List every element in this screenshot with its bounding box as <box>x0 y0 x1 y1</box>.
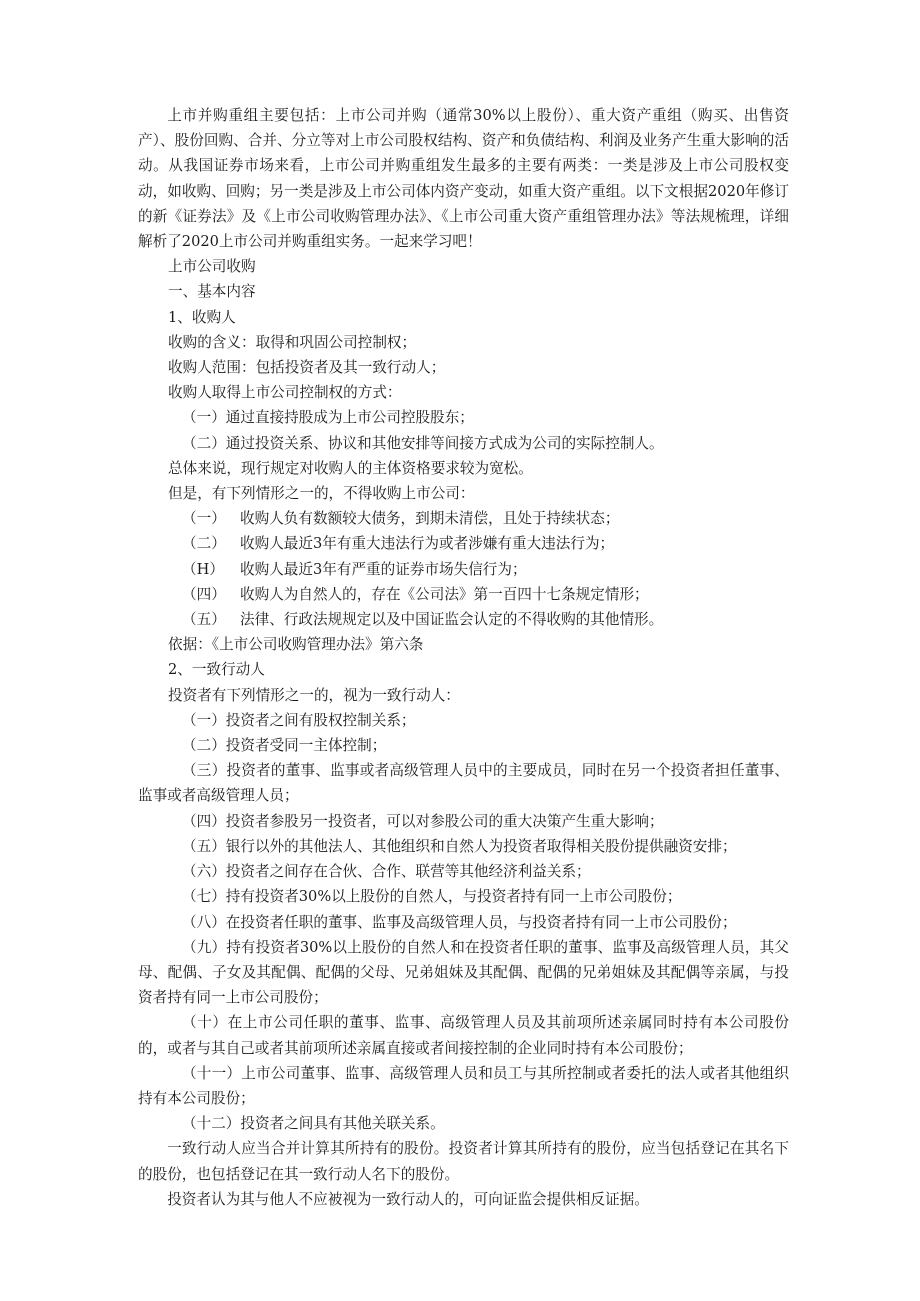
concert-intro: 投资者有下列情形之一的，视为一致行动人： <box>168 686 460 704</box>
exception-number: （四） <box>182 585 226 603</box>
exception-item <box>138 582 789 607</box>
exception-item <box>138 557 789 582</box>
control-method-item: （一）通过直接持股成为上市公司控股股东； <box>182 409 474 427</box>
closing-paragraph: 一致行动人应当合并计算其所持有的股份。投资者计算其所持有的股份，应当包括登记在其名下的股份，也包括登记在其一致行动人名下的股份。 <box>138 1140 789 1183</box>
acquisition-meaning: 收购的含义：取得和巩固公司控制权； <box>168 333 417 351</box>
concert-item: （十二）投资者之间具有其他关联关系。 <box>182 1115 445 1133</box>
exception-item <box>138 506 789 531</box>
section-title: 上市公司收购 <box>168 258 256 276</box>
subsection-heading-concert-parties: 2、一致行动人 <box>168 661 265 679</box>
exception-number: （H） <box>182 560 224 578</box>
concert-item: （五）银行以外的其他法人、其他组织和自然人为投资者取得相关股份提供融资安排； <box>182 837 737 855</box>
concert-item: （七）持有投资者30%以上股份的自然人，与投资者持有同一上市公司股份； <box>182 888 682 906</box>
exception-item <box>138 607 789 632</box>
concert-item: （十）在上市公司任职的董事、监事、高级管理人员及其前项所述亲属同时持有本公司股份的，或者与其自己或者其前项所述亲属直接或者间接控制的企业同时持有本公司股份； <box>138 1014 789 1057</box>
control-methods-title: 收购人取得上市公司控制权的方式： <box>168 384 402 402</box>
concert-item: （十一）上市公司董事、监事、高级管理人员和员工与其所控制或者委托的法人或者其他组织持有本公司股份； <box>138 1064 789 1107</box>
exception-item <box>138 531 789 556</box>
exceptions-title: 但是，有下列情形之一的，不得收购上市公司： <box>168 485 475 503</box>
document-page <box>138 103 789 1212</box>
exception-text: 法律、行政法规规定以及中国证监会认定的不得收购的其他情形。 <box>240 611 664 629</box>
concert-item: （四）投资者参股另一投资者，可以对参股公司的重大决策产生重大影响； <box>182 812 664 830</box>
exception-number: （一） <box>182 510 226 528</box>
summary-text: 总体来说，现行规定对收购人的主体资格要求较为宽松。 <box>168 459 533 477</box>
acquirer-scope: 收购人范围：包括投资者及其一致行动人； <box>168 359 446 377</box>
concert-item: （二）投资者受同一主体控制； <box>182 737 387 755</box>
exception-text: 收购人最近3年有严重的证券市场失信行为； <box>240 560 527 578</box>
concert-item: （一）投资者之间有股权控制关系； <box>182 711 416 729</box>
concert-item: （九）持有投资者30%以上股份的自然人和在投资者任职的董事、监事及高级管理人员，其父母、配偶、子女及其配偶、配偶的父母、兄弟姐妹及其配偶、配偶的兄弟姐妹及其配偶等亲属，与投资者持有同一上市公司股份； <box>138 938 789 1007</box>
concert-item: （三）投资者的董事、监事或者高级管理人员中的主要成员，同时在另一个投资者担任董事、监事或者高级管理人员； <box>138 762 789 805</box>
intro-paragraph: 上市并购重组主要包括：上市公司并购（通常30%以上股份）、重大资产重组（购买、出售资产）、股份回购、合并、分立等对上市公司股权结构、资产和负债结构、利润及业务产生重大影响的活动。从我国证券市场来看，上市公司并购重组发生最多的主要有两类：一类是涉及上市公司股权变动，如收购、回购；另一类是涉及上市公司体内资产变动，如重大资产重组。以下文根据2020年修订的新《证券法》及《上市公司收购管理办法》、《上市公司重大资产重组管理办法》等法规梳理，详细解析了2020上市公司并购重组实务。一起来学习吧！ <box>138 107 789 251</box>
subsection-heading-acquirer: 1、收购人 <box>168 308 236 326</box>
exception-number: （五） <box>182 611 226 629</box>
closing-paragraph: 投资者认为其与他人不应被视为一致行动人的，可向证监会提供相反证据。 <box>167 1190 649 1208</box>
legal-basis: 依据：《上市公司收购管理办法》第六条 <box>168 636 424 654</box>
concert-item: （八）在投资者任职的董事、监事及高级管理人员，与投资者持有同一上市公司股份； <box>182 913 737 931</box>
control-method-item: （二）通过投资关系、协议和其他安排等间接方式成为公司的实际控制人。 <box>182 434 664 452</box>
exception-number: （二） <box>182 535 226 553</box>
exception-text: 收购人为自然人的，存在《公司法》第一百四十七条规定情形； <box>240 585 649 603</box>
part-heading: 一、基本内容 <box>168 283 256 301</box>
concert-item: （六）投资者之间存在合伙、合作、联营等其他经济利益关系； <box>182 863 591 881</box>
exception-text: 收购人最近3年有重大违法行为或者涉嫌有重大违法行为； <box>240 535 615 553</box>
exception-text: 收购人负有数额较大债务，到期未清偿，且处于持续状态； <box>240 510 620 528</box>
